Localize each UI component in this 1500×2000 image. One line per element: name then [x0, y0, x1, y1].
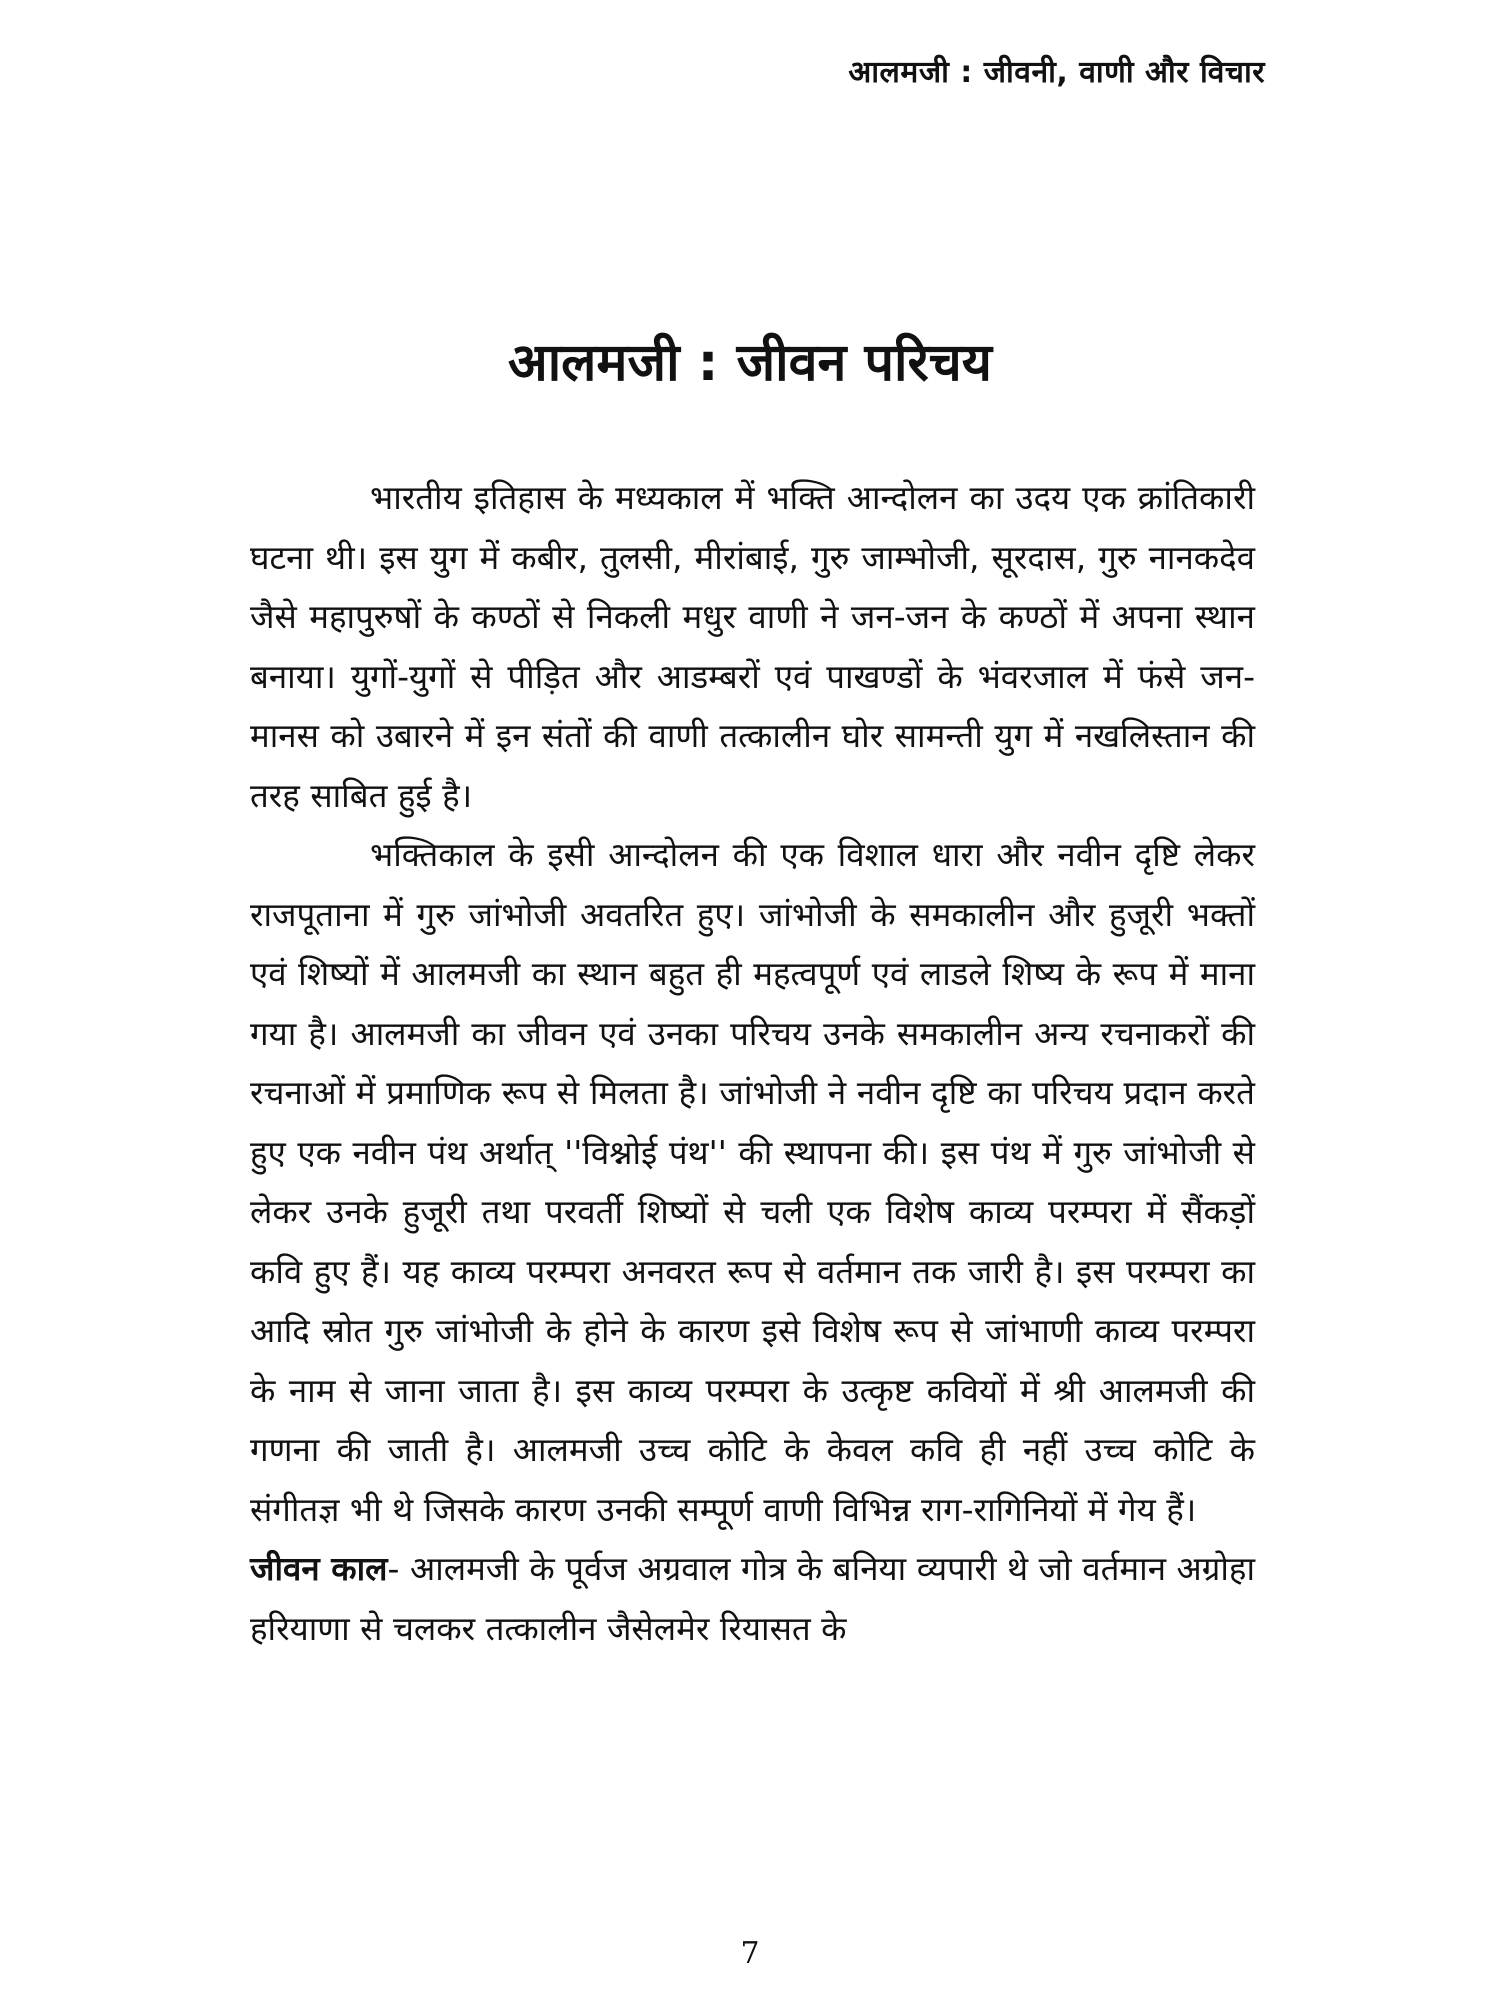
- paragraph-life-period: [250, 1539, 1255, 1658]
- running-header: आलमजी : जीवनी, वाणी और विचार: [848, 55, 1265, 90]
- section-text-life-period: - आलमजी के पूर्वज अग्रवाल गोत्र के बनिया व्यपारी थे जो वर्तमान अग्रोहा हरियाणा से चलकर तत्कालीन जैसेलमेर रियासत के: [250, 1549, 1255, 1648]
- body-text: [250, 468, 1255, 1658]
- paragraph-jambhoji-tradition: भक्तिकाल के इसी आन्दोलन की एक विशाल धारा और नवीन दृष्टि लेकर राजपूताना में गुरु जांभोजी अवतरित हुए। जांभोजी के समकालीन और हुजूरी भक्तों एवं शिष्यों में आलमजी का स्थान बहुत ही महत्वपूर्ण एवं लाडले शिष्य के रूप में माना गया है। आलमजी का जीवन एवं उनका परिचय उनके समकालीन अन्य रचनाकरों की रचनाओं में प्रमाणिक रूप से मिलता है। जांभोजी ने नवीन दृष्टि का परिचय प्रदान करते हुए एक नवीन पंथ अर्थात् ''विश्नोई पंथ'' की स्थापना की। इस पंथ में गुरु जांभोजी से लेकर उनके हुजूरी तथा परवर्ती शिष्यों से चली एक विशेष काव्य परम्परा में सैंकड़ों कवि हुए हैं। यह काव्य परम्परा अनवरत रूप से वर्तमान तक जारी है। इस परम्परा का आदि स्रोत गुरु जांभोजी के होने के कारण इसे विशेष रूप से जांभाणी काव्य परम्परा के नाम से जाना जाता है। इस काव्य परम्परा के उत्कृष्ट कवियों में श्री आलमजी की गणना की जाती है। आलमजी उच्च कोटि के केवल कवि ही नहीं उच्च कोटि के संगीतज्ञ भी थे जिसके कारण उनकी सम्पूर्ण वाणी विभिन्न राग-रागिनियों में गेय हैं।: [250, 835, 1255, 1529]
- chapter-title: आलमजी : जीवन परिचय: [508, 333, 992, 393]
- page-number: 7: [740, 1936, 760, 1971]
- paragraph-bhakti-movement: भारतीय इतिहास के मध्यकाल में भक्ति आन्दोलन का उदय एक क्रांतिकारी घटना थी। इस युग में कबीर, तुलसी, मीरांबाई, गुरु जाम्भोजी, सूरदास, गुरु नानकदेव जैसे महापुरुषों के कण्ठों से निकली मधुर वाणी ने जन-जन के कण्ठों में अपना स्थान बनाया। युगों-युगों से पीड़ित और आडम्बरों एवं पाखण्डों के भंवरजाल में फंसे जन-मानस को उबारने में इन संतों की वाणी तत्कालीन घोर सामन्ती युग में नखलिस्तान की तरह साबित हुई है।: [250, 478, 1255, 815]
- section-heading-life-period: जीवन काल: [250, 1549, 388, 1588]
